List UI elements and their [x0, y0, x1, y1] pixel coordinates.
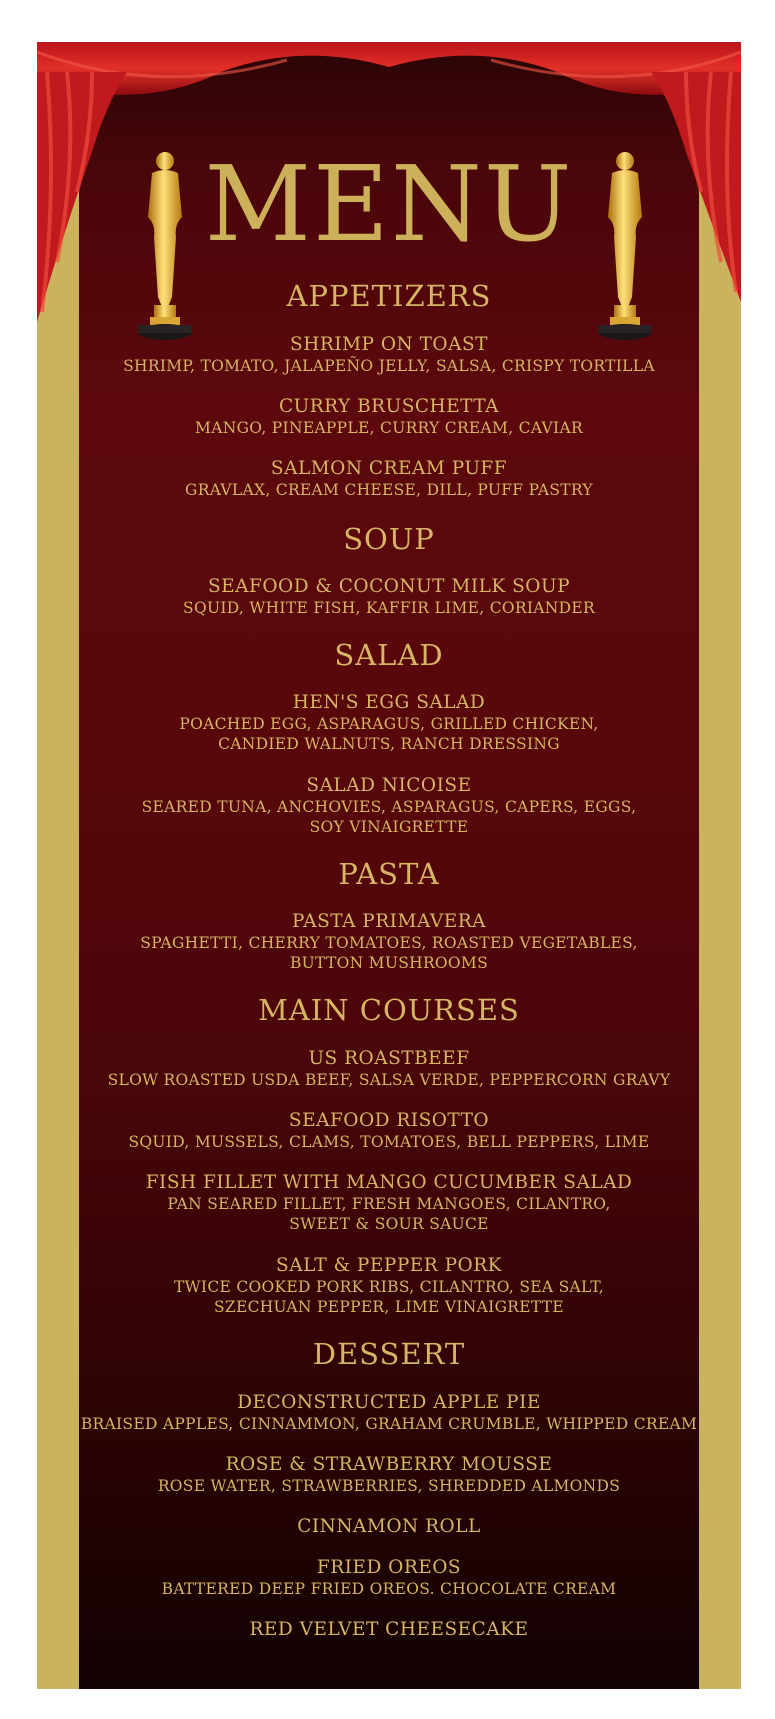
- menu-item-desc: SQUID, WHITE FISH, KAFFIR LIME, CORIANDER: [183, 599, 595, 617]
- menu-item-name: SALT & PEPPER PORK: [276, 1255, 502, 1276]
- menu-item-desc: TWICE COOKED PORK RIBS, CILANTRO, SEA SALT, SZECHUAN PEPPER, LIME VINAIGRETTE: [174, 1278, 604, 1316]
- menu-item-name: HEN'S EGG SALAD: [292, 692, 486, 713]
- menu-item-desc: GRAVLAX, CREAM CHEESE, DILL, PUFF PASTRY: [185, 481, 593, 499]
- section-heading-soup: SOUP: [343, 522, 435, 556]
- curtain-valance: [37, 42, 741, 112]
- menu-item-desc: BATTERED DEEP FRIED OREOS. CHOCOLATE CREAM: [161, 1580, 617, 1598]
- menu-item-desc: PAN SEARED FILLET, FRESH MANGOES, CILANTRO, SWEET & SOUR SAUCE: [167, 1195, 611, 1233]
- menu-item-name: DECONSTRUCTED APPLE PIE: [237, 1392, 541, 1413]
- menu-item-name: SHRIMP ON TOAST: [290, 334, 488, 355]
- menu-item-desc: MANGO, PINEAPPLE, CURRY CREAM, CAVIAR: [195, 419, 583, 437]
- menu-item-name: ROSE & STRAWBERRY MOUSSE: [225, 1454, 553, 1475]
- menu-item-name: RED VELVET CHEESECAKE: [249, 1619, 529, 1640]
- menu-title: MENU: [204, 143, 574, 265]
- menu-item-name: SEAFOOD & COCONUT MILK SOUP: [207, 576, 571, 597]
- section-heading-appetizers: APPETIZERS: [286, 279, 492, 313]
- menu-item-name: FRIED OREOS: [316, 1557, 462, 1578]
- menu-item-desc: SPAGHETTI, CHERRY TOMATOES, ROASTED VEGETABLES, BUTTON MUSHROOMS: [140, 934, 638, 972]
- menu-item-desc: SHRIMP, TOMATO, JALAPEÑO JELLY, SALSA, CRISPY TORTILLA: [123, 357, 655, 375]
- section-heading-salad: SALAD: [334, 638, 444, 672]
- menu-item-desc: ROSE WATER, STRAWBERRIES, SHREDDED ALMONDS: [157, 1477, 621, 1495]
- menu-item-desc: SQUID, MUSSELS, CLAMS, TOMATOES, BELL PEPPERS, LIME: [128, 1133, 650, 1151]
- menu-item-desc: SEARED TUNA, ANCHOVIES, ASPARAGUS, CAPERS, EGGS, SOY VINAIGRETTE: [141, 798, 637, 836]
- menu-item-name: SALAD NICOISE: [306, 775, 472, 796]
- menu-item-desc: SLOW ROASTED USDA BEEF, SALSA VERDE, PEPPERCORN GRAVY: [107, 1071, 671, 1089]
- section-heading-main-courses: MAIN COURSES: [258, 993, 520, 1027]
- menu-item-name: US ROASTBEEF: [308, 1048, 470, 1069]
- menu-item-name: SALMON CREAM PUFF: [270, 458, 508, 479]
- menu-item-desc: POACHED EGG, ASPARAGUS, GRILLED CHICKEN, CANDIED WALNUTS, RANCH DRESSING: [179, 715, 599, 753]
- menu-item-name: CINNAMON ROLL: [297, 1516, 481, 1537]
- menu-item-desc: BRAISED APPLES, CINNAMMON, GRAHAM CRUMBLE, WHIPPED CREAM: [80, 1415, 698, 1433]
- menu-item-name: FISH FILLET WITH MANGO CUCUMBER SALAD: [145, 1172, 633, 1193]
- menu-card: [37, 42, 741, 1689]
- section-heading-pasta: PASTA: [338, 857, 440, 891]
- menu-item-name: CURRY BRUSCHETTA: [278, 396, 500, 417]
- menu-item-name: PASTA PRIMAVERA: [291, 911, 487, 932]
- section-heading-dessert: DESSERT: [312, 1337, 466, 1371]
- menu-item-name: SEAFOOD RISOTTO: [288, 1110, 490, 1131]
